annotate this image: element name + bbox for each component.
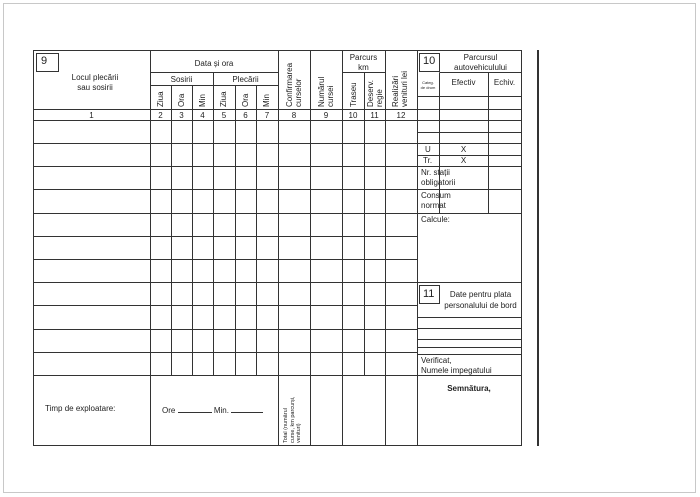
col-num-4: 4 — [200, 111, 205, 120]
service-header: Deserv. regie — [366, 80, 384, 107]
u-label: U — [425, 145, 431, 154]
tr-label: Tr. — [423, 156, 433, 165]
operating-time-fields — [162, 404, 263, 416]
consumption-label: Consum normat — [421, 191, 451, 210]
verified-label: Verificat, Numele impegatului — [421, 356, 492, 375]
hours-blank[interactable] — [178, 404, 212, 413]
col-num-11: 11 — [370, 111, 379, 120]
col-num-7: 7 — [264, 111, 270, 120]
col-num-6: 6 — [243, 111, 248, 120]
calculations-label: Calcule: — [421, 215, 450, 224]
tr-mark: X — [460, 156, 467, 165]
vehicle-distance-header: Parcursul autovehiculului — [454, 53, 507, 72]
col-num-5: 5 — [221, 111, 227, 120]
route-header: Traseu — [349, 82, 358, 107]
signature-label: Semnătura, — [447, 384, 491, 393]
arrivals-header: Sosirii — [170, 75, 193, 84]
departure-day-header: Ziua — [219, 91, 228, 107]
arrival-day-header: Ziua — [156, 91, 165, 107]
effective-header: Efectiv — [451, 78, 476, 87]
col-num-8: 8 — [291, 111, 297, 120]
col-num-9: 9 — [323, 111, 329, 120]
location-header: Locul plecării sau sosirii — [71, 73, 119, 92]
operating-time-label: Timp de exploatare: — [45, 404, 116, 413]
confirmation-header: Confirmarea curselor — [285, 62, 303, 107]
arrival-minute-header: Min — [198, 94, 207, 107]
minutes-blank[interactable] — [231, 404, 263, 413]
departure-hour-header: Ora — [241, 93, 250, 107]
datetime-header: Data și ora — [194, 59, 234, 68]
section-number-11: 11 — [423, 288, 435, 300]
arrival-hour-header: Ora — [177, 93, 186, 107]
equivalent-header: Echiv. — [493, 78, 516, 87]
departure-minute-header: Min — [262, 94, 271, 107]
col-num-12: 12 — [396, 111, 406, 120]
hours-label: Ore — [162, 406, 176, 415]
trip-count-header: Numărul cursei — [317, 76, 335, 107]
col-num-1: 1 — [89, 111, 94, 120]
staff-payment-title: Date pentru plata personalului de bord — [444, 290, 517, 310]
u-mark: X — [460, 145, 467, 154]
category-header: Categ. de drum — [420, 80, 436, 90]
distance-header: Parcurs km — [349, 53, 378, 72]
section-number-10: 10 — [423, 55, 436, 67]
col-num-2: 2 — [158, 111, 163, 120]
minutes-label: Min. — [213, 406, 229, 415]
col-num-3: 3 — [179, 111, 184, 120]
stations-label: Nr. stații obligatorii — [421, 168, 456, 187]
section-number-9: 9 — [41, 55, 48, 67]
revenue-header: Realizări venituri lei — [391, 70, 409, 107]
total-label: Total (numărul curse, km parcurși, venituri) — [283, 396, 302, 443]
departures-header: Plecării — [232, 75, 259, 84]
col-num-10: 10 — [348, 111, 358, 120]
